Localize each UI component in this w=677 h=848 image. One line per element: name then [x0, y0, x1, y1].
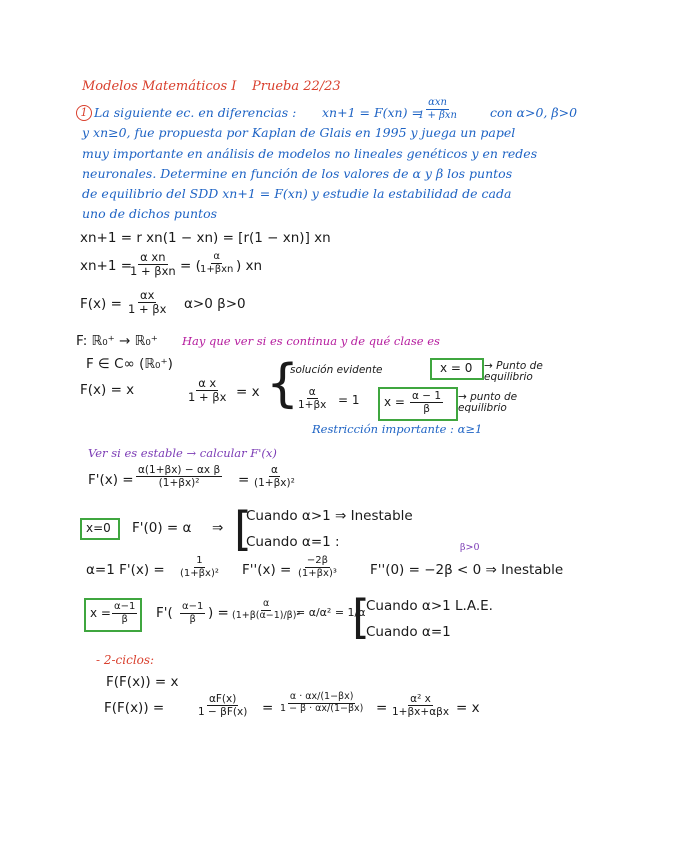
map-equation-mid: = ( [180, 258, 201, 274]
composition-fraction-2 [278, 692, 365, 715]
derivative-lhs: F'(x) = [88, 472, 134, 488]
fp2-inner-num: α−1 [182, 601, 204, 612]
statement-line-1: La siguiente ec. en diferencias : [94, 105, 297, 120]
exam-title: Prueba 22/23 [252, 79, 341, 94]
fp2-rhs: ) = [208, 605, 229, 621]
fixed-point-two-num: α − 1 [412, 390, 442, 402]
fixed-point-two-lhs: x = [384, 395, 405, 409]
map-factor-num: α [213, 251, 220, 262]
map-equation-fraction [128, 251, 178, 278]
x2-box-den: β [121, 613, 128, 625]
statement-eq-num: αxn [428, 97, 447, 108]
logistic-equation: xn+1 = r xn(1 − xn) = [r(1 − xn)] xn [80, 230, 331, 246]
fixed-point-equation: F(x) = x [80, 382, 135, 398]
composition-end: = x [456, 700, 480, 716]
f-definition-den: 1 + βx [128, 302, 167, 317]
two-cycles-heading: - 2-ciclos: [96, 653, 155, 667]
fixed-point-zero: x = 0 [440, 361, 473, 375]
second-derivative-num: −2β [306, 555, 328, 566]
second-derivative-fraction [296, 555, 339, 579]
statement-eq-den: 1 + βxn [418, 109, 457, 121]
f-definition-fraction [126, 289, 168, 316]
continuity-note: Hay que ver si es continua y de qué clase es [182, 334, 440, 348]
case-b-alpha-eq-1: Cuando α=1 [366, 624, 451, 640]
cases-brace-1: { [266, 354, 300, 414]
alpha-one-lhs: α=1 F'(x) = [86, 562, 165, 578]
statement-line-4: neuronales. Determine en función de los valores de α y β los puntos [82, 166, 513, 181]
second-derivative-at-zero: F''(0) = −2β < 0 ⇒ Inestable [370, 562, 564, 578]
composition-fraction-3 [390, 693, 451, 718]
fp2-inner-den: β [189, 613, 196, 625]
derivative-num: α(1+βx) − αx β [138, 464, 221, 476]
map-factor-den: 1+βxn [200, 263, 234, 275]
statement-condition: con α>0, β>0 [490, 105, 578, 120]
derivative-fraction [136, 464, 222, 489]
statement-line-6: uno de dichos puntos [82, 206, 218, 221]
composition-den-2: 1 − β · αx/(1−βx) [280, 702, 364, 714]
fixed-point-fraction [186, 377, 228, 404]
derivative-den: (1+βx)² [158, 477, 200, 490]
course-title: Modelos Matemáticos I [82, 79, 237, 94]
fixed-point-num: α x [198, 376, 217, 390]
map-equation-end: ) xn [236, 258, 263, 274]
fp2-inner-fraction [180, 601, 205, 625]
statement-line-2: y xn≥0, fue propuesta por Kaplan de Glais en 1995 y juega un papel [82, 125, 516, 140]
case2-fraction [296, 386, 328, 411]
statement-eq-fraction [416, 97, 459, 121]
x0-label: x=0 [86, 521, 111, 535]
fp2-lhs: F'( [156, 605, 173, 621]
alpha-one-num: 1 [196, 555, 203, 566]
fp2-num: α [262, 598, 270, 609]
fixed-point-two-fraction [410, 390, 443, 415]
statement-line-3: muy importante en análisis de modelos no lineales genéticos y en redes [82, 146, 538, 161]
f-definition-lhs: F(x) = [80, 296, 122, 312]
case-b-alpha-gt-1: Cuando α>1 L.A.E. [366, 598, 493, 614]
alpha-one-den: (1+βx)² [180, 567, 219, 579]
implies-arrow: ⇒ [212, 520, 224, 536]
map-equation-lhs: xn+1 = [80, 258, 133, 274]
two-cycle-equation: F(F(x)) = x [106, 674, 179, 690]
statement-eq-lhs: xn+1 = F(xn) = [322, 105, 422, 120]
composition-den-1: 1 − βF(x) [198, 706, 248, 719]
statement-line-5: de equilibrio del SDD xn+1 = F(xn) y estudie la estabilidad de cada [82, 186, 512, 201]
important-restriction: Restricción importante : α≥1 [312, 422, 483, 436]
alpha-one-fraction [178, 555, 221, 579]
derivative-fraction-2 [252, 464, 297, 489]
fp2-den: (1+β(α−1)/β)² [232, 609, 301, 621]
case-alpha-gt-1: Cuando α>1 ⇒ Inestable [246, 508, 413, 524]
obvious-solution: solución evidente [290, 364, 383, 376]
fp2-tail: = α/α² = 1/α [296, 606, 366, 619]
map-equation-den: 1 + βxn [130, 264, 176, 279]
composition-lhs: F(F(x)) = [104, 700, 165, 716]
composition-num-3: α² x [410, 693, 431, 705]
derivative-den-2: (1+βx)² [254, 477, 295, 490]
fp2-fraction [230, 599, 302, 622]
cases-brace-3: [ [352, 590, 370, 644]
case-alpha-eq-1: Cuando α=1 : [246, 534, 340, 550]
derivative-eq: = [238, 472, 250, 488]
stability-note: Ver si es estable → calcular F'(x) [88, 446, 277, 460]
x2-box-num: α−1 [114, 601, 136, 612]
cases-brace-2: [ [234, 502, 252, 556]
derivative-num-2: α [270, 464, 278, 476]
equilibrium-label-1: → Punto de equilibrio [484, 360, 543, 383]
f-prime-zero: F'(0) = α [132, 520, 192, 536]
beta-positive-note: β>0 [460, 542, 480, 553]
composition-num-2: α · αx/(1−βx) [289, 691, 354, 702]
f-domain: F: ℝ₀⁺ → ℝ₀⁺ [76, 333, 158, 349]
case2-den: 1+βx [298, 399, 327, 412]
composition-eq-2: = [376, 700, 388, 716]
composition-den-3: 1+βx+αβx [392, 706, 450, 719]
map-equation-num: α xn [140, 250, 166, 264]
fixed-point-two-den: β [423, 403, 430, 416]
fixed-point-eq: = x [236, 384, 260, 400]
question-number: 1 [76, 105, 92, 121]
equilibrium-label-2: → punto de equilibrio [458, 391, 518, 414]
x2-box-lhs: x = [90, 606, 111, 620]
composition-fraction-1 [196, 693, 249, 718]
f-class: F ∈ C∞ (ℝ₀⁺) [86, 356, 173, 372]
map-equation-factor [198, 251, 235, 275]
composition-num-1: αF(x) [208, 693, 237, 705]
fixed-point-den: 1 + βx [188, 390, 227, 405]
case2-num: α [308, 386, 316, 398]
x2-box-fraction [112, 601, 137, 625]
f-definition-conditions: α>0 β>0 [184, 296, 246, 312]
second-derivative-lhs: F''(x) = [242, 562, 292, 578]
composition-eq-1: = [262, 700, 274, 716]
second-derivative-den: (1+βx)³ [298, 567, 337, 579]
case2-eq: = 1 [338, 393, 360, 407]
f-definition-num: αx [140, 288, 155, 302]
